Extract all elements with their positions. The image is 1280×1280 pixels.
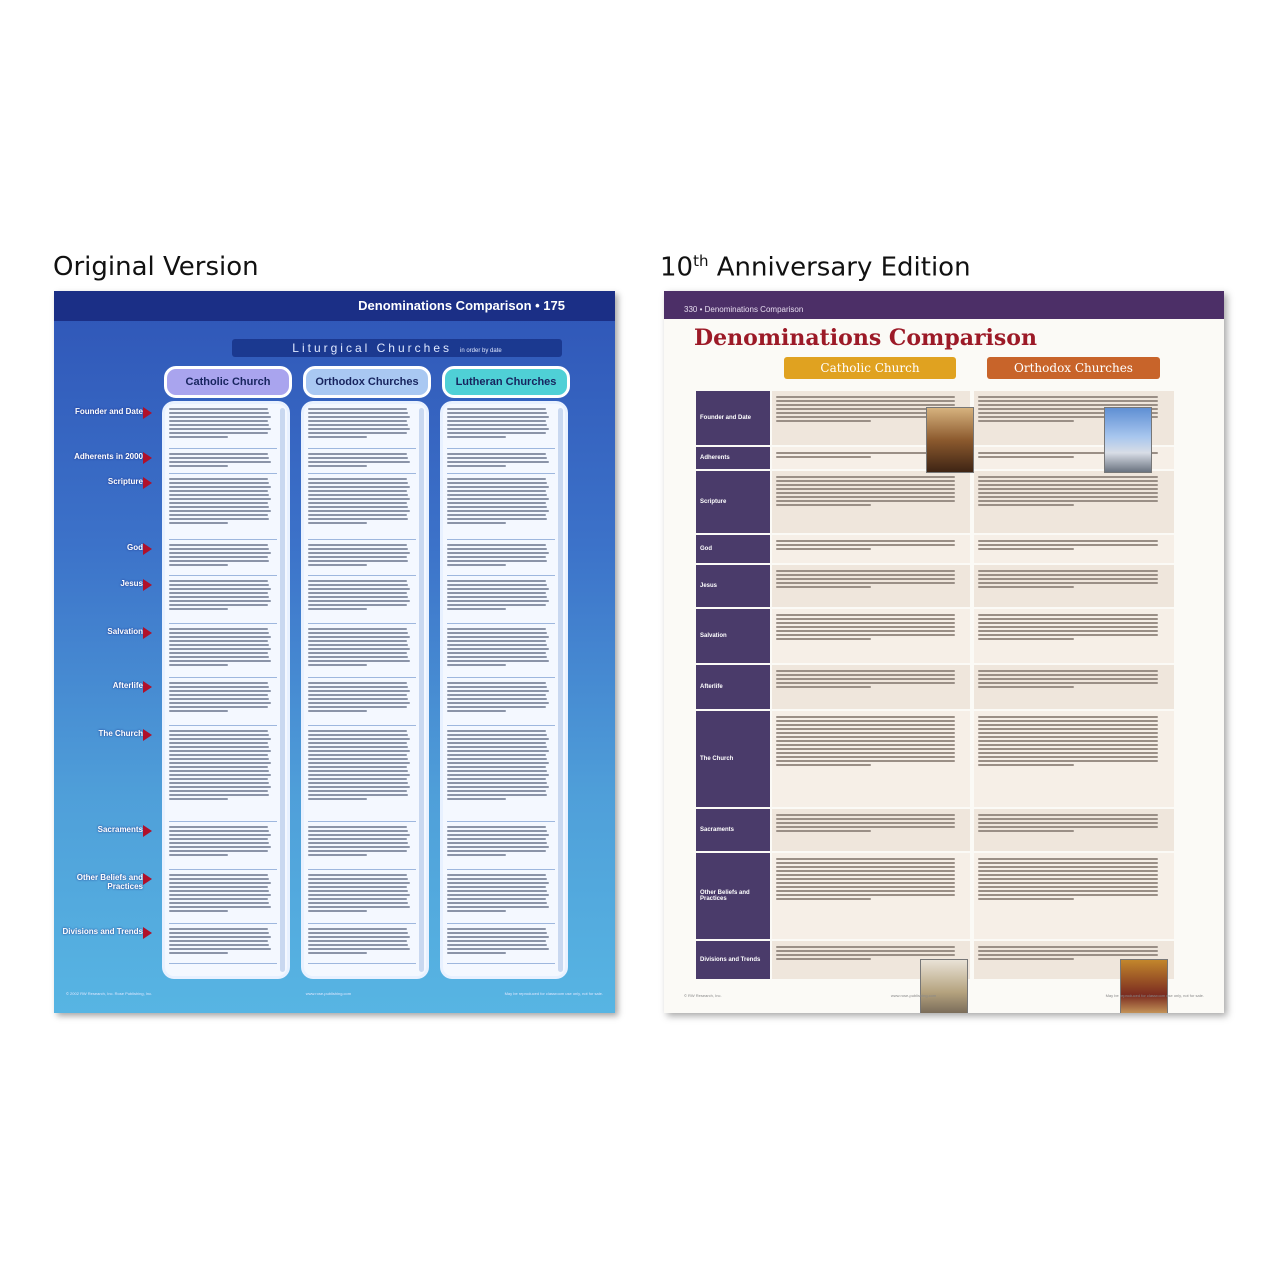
table-cell — [447, 822, 555, 870]
table-cell — [974, 665, 1174, 709]
row-label: Other Beliefs and Practices — [76, 873, 143, 891]
table-cell — [169, 449, 277, 474]
table-row — [696, 853, 1176, 941]
row-arrow-icon — [143, 407, 152, 419]
table-cell — [308, 726, 416, 822]
column-body-lutheran — [440, 401, 568, 979]
liturgical-churches-banner — [232, 339, 562, 357]
table-cell — [308, 624, 416, 678]
column-header-orthodox-churches: Orthodox Churches — [987, 357, 1160, 379]
row-label: Afterlife — [696, 665, 770, 709]
virgin-mary-statue-photo — [920, 959, 968, 1013]
banner-title: Liturgical Churches — [292, 341, 452, 355]
table-cell — [308, 404, 416, 449]
table-cell — [169, 678, 277, 726]
table-cell — [308, 449, 416, 474]
caption-anniversary-sup: th — [693, 252, 709, 270]
orthodox-domes-photo — [1104, 407, 1152, 473]
row-label: Jesus — [696, 565, 770, 607]
row-label: Sacraments — [696, 809, 770, 851]
column-body-orthodox — [301, 401, 429, 979]
column-header-lutheran: Lutheran Churches — [442, 366, 570, 398]
table-cell — [169, 474, 277, 540]
table-row — [696, 711, 1176, 809]
table-cell — [447, 576, 555, 624]
original-version-page — [54, 291, 615, 1013]
table-cell — [447, 870, 555, 924]
caption-anniversary-number: 10 — [660, 252, 694, 283]
row-arrow-icon — [143, 927, 152, 939]
original-page-header: Denominations Comparison • 175 — [54, 291, 615, 321]
row-label: God — [696, 535, 770, 563]
column-header-catholic-church: Catholic Church — [784, 357, 956, 379]
table-cell — [772, 665, 970, 709]
table-row — [696, 565, 1176, 609]
table-row — [696, 535, 1176, 565]
row-label: Jesus — [120, 579, 143, 588]
row-label: Afterlife — [112, 681, 143, 690]
table-cell — [974, 711, 1174, 807]
table-cell — [772, 809, 970, 851]
row-arrow-icon — [143, 729, 152, 741]
table-cell — [974, 565, 1174, 607]
row-label: God — [127, 543, 143, 552]
row-arrow-icon — [143, 627, 152, 639]
row-label: Scripture — [696, 471, 770, 533]
banner-subtitle: in order by date — [460, 348, 502, 354]
column-header-catholic: Catholic Church — [164, 366, 292, 398]
table-cell — [169, 540, 277, 576]
row-label: Other Beliefs and Practices — [696, 853, 770, 939]
table-cell — [169, 924, 277, 964]
table-cell — [169, 870, 277, 924]
caption-anniversary-edition — [660, 252, 971, 283]
table-cell — [974, 853, 1174, 939]
footer-reproduction-note: May be reproduced for classroom use only, not for sale. — [504, 991, 603, 996]
table-row — [696, 471, 1176, 535]
footer-copyright: © RW Research, Inc. — [684, 993, 722, 998]
table-cell — [169, 576, 277, 624]
table-cell — [772, 853, 970, 939]
table-cell — [772, 609, 970, 663]
table-cell — [447, 624, 555, 678]
table-row — [696, 809, 1176, 853]
orthodox-icons-photo — [1120, 959, 1168, 1013]
row-label: Divisions and Trends — [62, 927, 143, 936]
table-cell — [447, 540, 555, 576]
table-cell — [308, 474, 416, 540]
table-cell — [308, 678, 416, 726]
table-cell — [974, 809, 1174, 851]
table-cell — [772, 471, 970, 533]
table-cell — [772, 535, 970, 563]
table-cell — [974, 609, 1174, 663]
row-label: The Church — [696, 711, 770, 807]
anniversary-page-footer — [684, 993, 1204, 998]
table-cell — [772, 565, 970, 607]
caption-original-version: Original Version — [53, 252, 259, 282]
footer-copyright: © 2002 RW Research, Inc. Rose Publishing, Inc. — [66, 991, 153, 996]
row-label: Adherents — [696, 447, 770, 469]
footer-website: www.rose-publishing.com — [305, 991, 352, 996]
row-label: The Church — [98, 729, 143, 738]
row-arrow-icon — [143, 579, 152, 591]
column-body-catholic — [162, 401, 290, 979]
row-label: Founder and Date — [74, 407, 143, 416]
table-cell — [447, 404, 555, 449]
anniversary-page-header: 330 • Denominations Comparison — [664, 291, 1224, 319]
row-label: Salvation — [107, 627, 143, 636]
row-arrow-icon — [143, 681, 152, 693]
table-cell — [169, 822, 277, 870]
row-label: Adherents in 2000 — [74, 452, 143, 461]
row-label: Scripture — [107, 477, 143, 486]
row-arrow-icon — [143, 477, 152, 489]
cathedral-interior-photo — [926, 407, 974, 473]
table-cell — [447, 449, 555, 474]
row-arrow-icon — [143, 873, 152, 885]
table-cell — [169, 726, 277, 822]
table-cell — [308, 870, 416, 924]
table-cell — [447, 726, 555, 822]
row-label: Founder and Date — [696, 391, 770, 445]
table-cell — [447, 474, 555, 540]
footer-website: www.rose-publishing.com — [890, 993, 937, 998]
footer-reproduction-note: May be reproduced for classroom use only, not for sale. — [1105, 993, 1204, 998]
table-cell — [308, 924, 416, 964]
table-cell — [169, 404, 277, 449]
row-arrow-icon — [143, 825, 152, 837]
table-cell — [772, 711, 970, 807]
column-header-orthodox: Orthodox Churches — [303, 366, 431, 398]
page-title: Denominations Comparison — [694, 325, 1037, 351]
table-cell — [447, 678, 555, 726]
row-arrow-icon — [143, 543, 152, 555]
row-label: Divisions and Trends — [696, 941, 770, 979]
comparison-table — [696, 391, 1176, 980]
table-cell — [308, 576, 416, 624]
table-cell — [447, 924, 555, 964]
row-label: Sacraments — [97, 825, 143, 834]
table-cell — [169, 624, 277, 678]
anniversary-edition-page — [664, 291, 1224, 1013]
table-cell — [308, 540, 416, 576]
table-cell — [974, 471, 1174, 533]
table-row — [696, 609, 1176, 665]
row-arrow-icon — [143, 452, 152, 464]
original-page-footer — [54, 991, 615, 996]
row-label: Salvation — [696, 609, 770, 663]
table-cell — [974, 535, 1174, 563]
caption-anniversary-text: Anniversary Edition — [708, 252, 971, 283]
table-row — [696, 665, 1176, 711]
table-cell — [308, 822, 416, 870]
